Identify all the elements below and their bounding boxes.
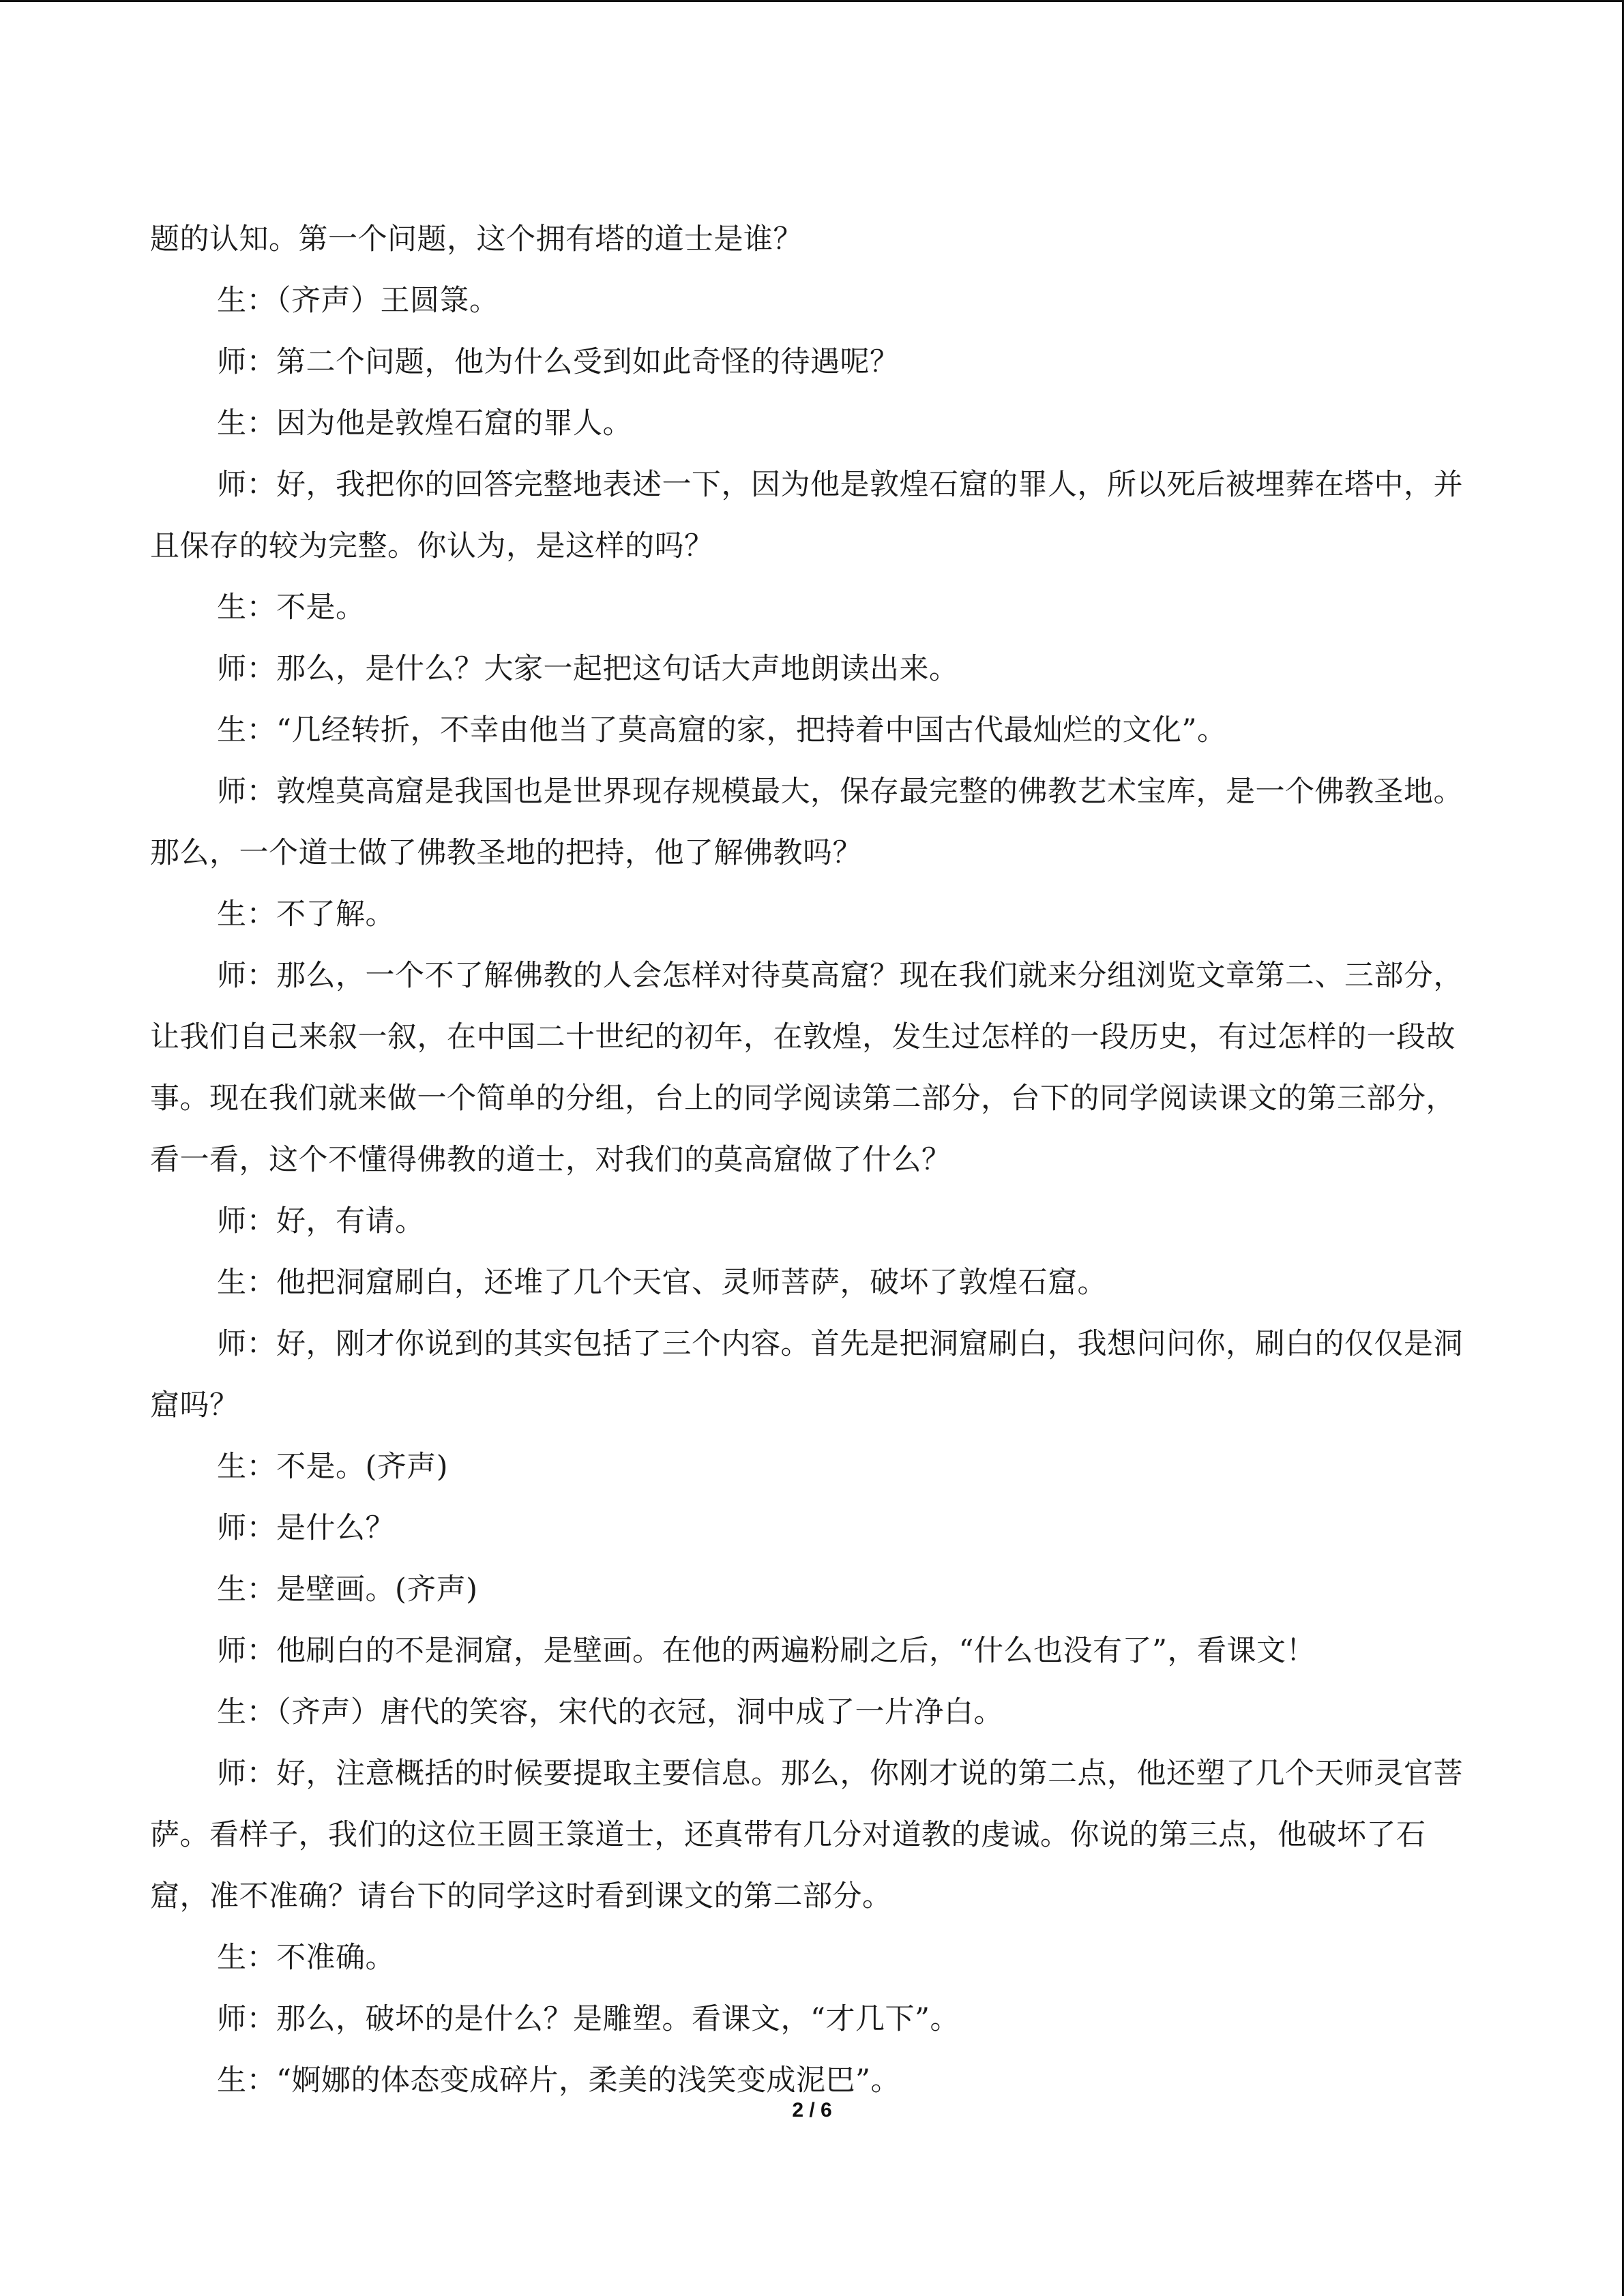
paragraph: 生：不是。: [217, 591, 366, 625]
paragraph: 生：他把洞窟刷白，还堆了几个天官、灵师菩萨，破坏了敦煌石窟。: [217, 1266, 1107, 1300]
paragraph: 师：那么，一个不了解佛教的人会怎样对待莫高窟？现在我们就来分组浏览文章第二、三部分，让我们自己来叙一叙，在中国二十世纪的初年，在敦煌，发生过怎样的一段历史，有过怎样的一段故事。现在我们就来做一个简单的分组，台上的同学阅读第二部分，台下的同学阅读课文的第三部分，看一看，这个不懂得佛教的道士，对我们的莫高窟做了什么？: [150, 959, 1463, 1177]
paragraph: 生：不准确。: [217, 1941, 395, 1975]
paragraph: 生：（齐声）唐代的笑容，宋代的衣冠，洞中成了一片净白。: [217, 1695, 1003, 1729]
paragraph: 师：敦煌莫高窟是我国也是世界现存规模最大，保存最完整的佛教艺术宝库，是一个佛教圣地。那么，一个道士做了佛教圣地的把持，他了解佛教吗？: [150, 775, 1463, 870]
paragraph: 师：好，有请。: [217, 1204, 425, 1238]
paragraph: 师：他刷白的不是洞窟，是壁画。在他的两遍粉刷之后，“什么也没有了”，看课文！: [217, 1634, 1316, 1668]
document-body: [150, 209, 1473, 2111]
paragraph: 师：好，注意概括的时候要提取主要信息。那么，你刚才说的第二点，他还塑了几个天师灵官菩萨。看样子，我们的这位王圆王箓道士，还真带有几分对道教的虔诚。你说的第三点，他破坏了石窟，准不准确？请台下的同学这时看到课文的第二部分。: [150, 1757, 1463, 1913]
paragraph: 生：不了解。: [217, 897, 395, 931]
paragraph: 师：那么，破坏的是什么？是雕塑。看课文，“才几下”。: [217, 2002, 960, 2036]
paragraph: 生：因为他是敦煌石窟的罪人。: [217, 406, 632, 441]
paragraph: 师：第二个问题，他为什么受到如此奇怪的待遇呢？: [217, 345, 900, 379]
paragraph: 师：那么，是什么？大家一起把这句话大声地朗读出来。: [217, 652, 959, 686]
paragraph: 师：好，刚才你说到的其实包括了三个内容。首先是把洞窟刷白，我想问问你，刷白的仅仅是洞窟吗？: [150, 1327, 1463, 1422]
paragraph: 题的认知。第一个问题，这个拥有塔的道士是谁？: [150, 222, 803, 256]
paragraph: 生：“几经转折，不幸由他当了莫高窟的家，把持着中国古代最灿烂的文化”。: [217, 713, 1227, 747]
paragraph: 生：（齐声）王圆箓。: [217, 284, 499, 318]
paragraph: 生：不是。(齐声): [217, 1450, 449, 1484]
paragraph: 师：好，我把你的回答完整地表述一下，因为他是敦煌石窟的罪人，所以死后被埋葬在塔中，并且保存的较为完整。你认为，是这样的吗？: [150, 468, 1463, 563]
paragraph: 师：是什么？: [217, 1511, 395, 1545]
page-number: 2 / 6: [792, 2099, 832, 2121]
paragraph: 生：“婀娜的体态变成碎片，柔美的浅笑变成泥巴”。: [217, 2063, 900, 2098]
paragraph: 生：是壁画。(齐声): [217, 1572, 478, 1607]
